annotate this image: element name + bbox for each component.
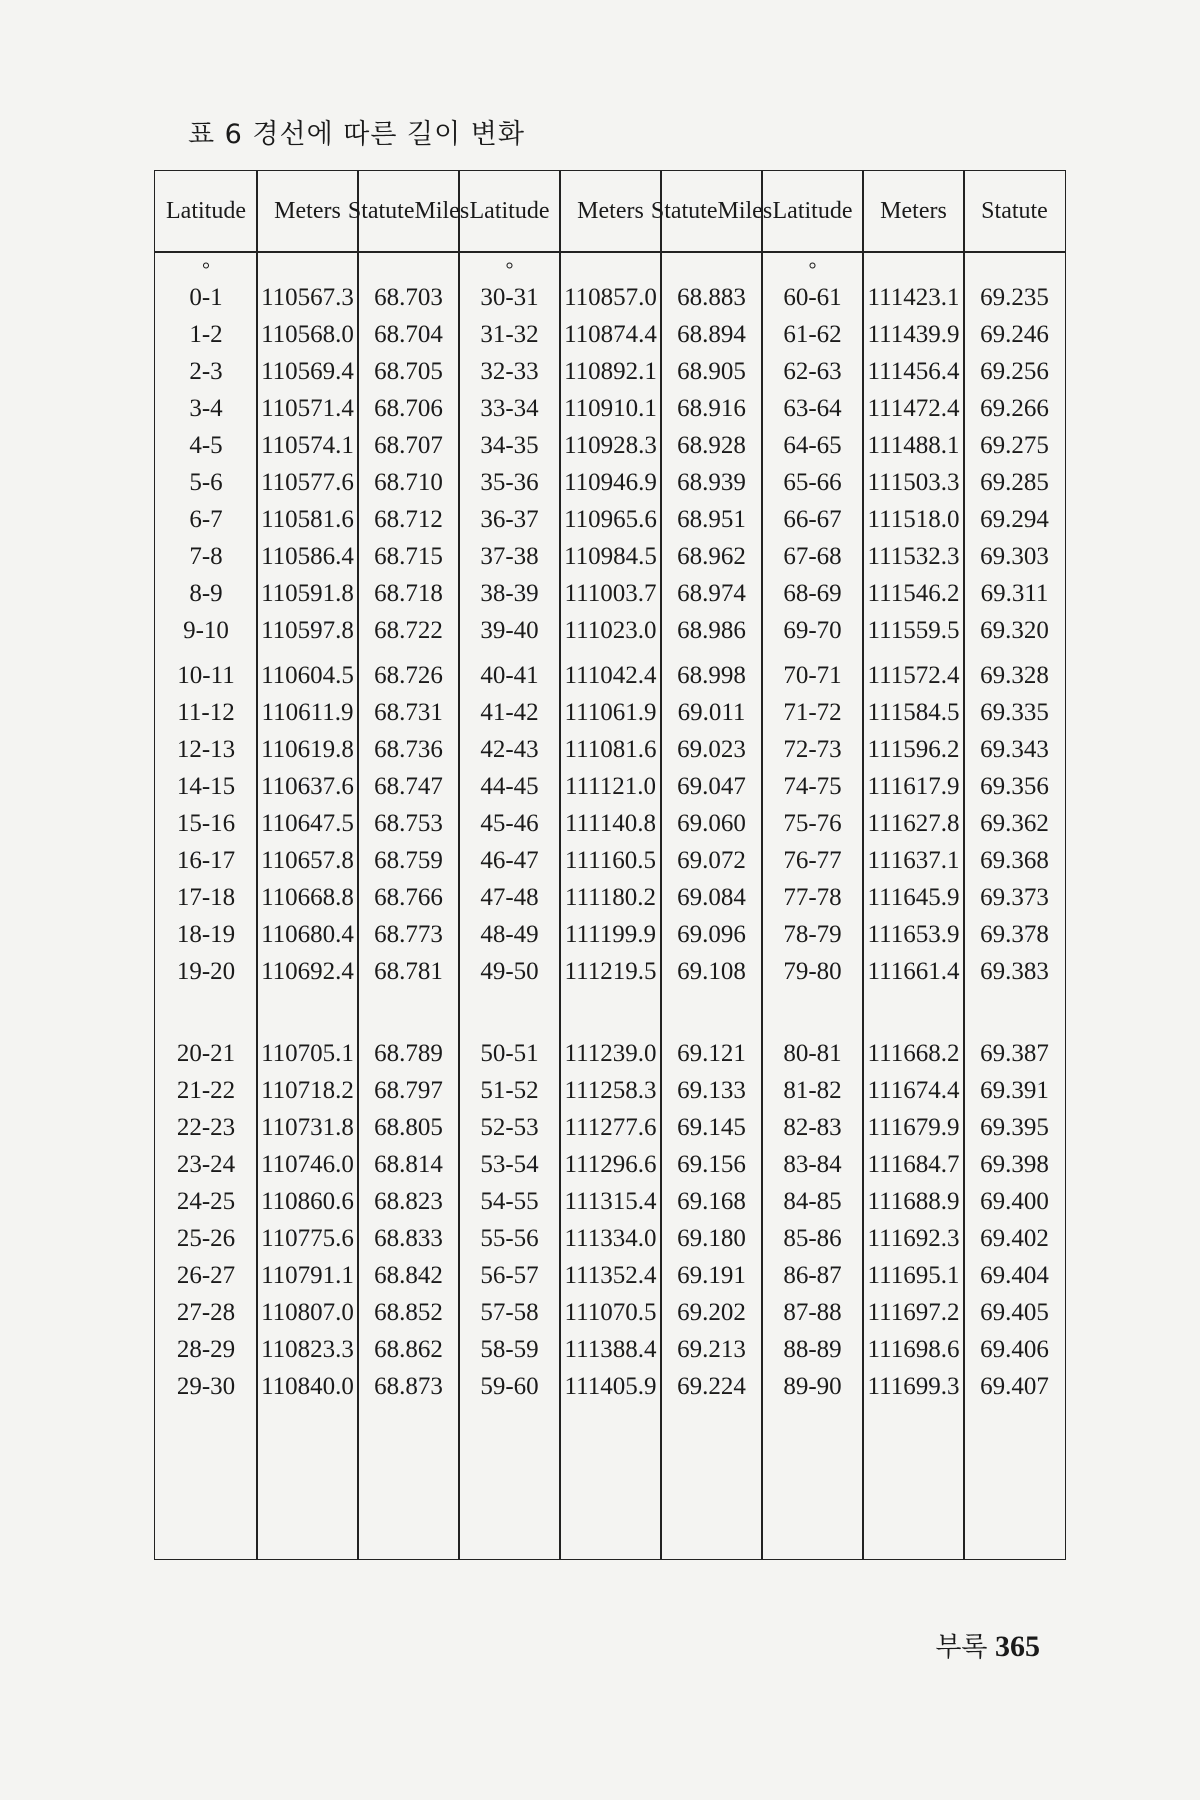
cell-statute-miles: 69.096 [677,921,746,948]
cell-latitude: 64-65 [783,432,842,459]
cell-statute-miles: 68.703 [374,284,443,311]
cell-meters: 111277.6 [564,1114,657,1141]
cell-statute: 69.335 [980,699,1049,726]
cell-latitude: 18-19 [176,921,236,948]
cell-latitude: 32-33 [480,358,539,385]
cell-latitude: 45-46 [480,810,539,837]
cell-meters: 110840.0 [261,1373,354,1400]
cell-meters: 110647.5 [261,810,354,837]
cell-statute-miles: 69.156 [677,1151,746,1178]
cell-latitude: 29-30 [176,1373,236,1400]
cell-statute-miles: 68.704 [374,321,443,348]
cell-meters: 110807.0 [261,1299,354,1326]
cell-latitude: 75-76 [783,810,842,837]
cell-meters: 111679.9 [867,1114,960,1141]
cell-latitude: 26-27 [176,1262,236,1289]
cell-meters: 111596.2 [867,736,960,763]
cell-meters: 110591.8 [261,580,354,607]
cell-statute-miles: 69.011 [677,699,746,726]
cell-meters: 110668.8 [261,884,354,911]
cell-statute: 69.343 [980,736,1049,763]
cell-latitude: 9-10 [183,617,229,644]
cell-latitude: 17-18 [176,884,236,911]
header-meters: Meters [577,197,644,224]
cell-statute-miles: 68.781 [374,958,443,985]
cell-latitude: 87-88 [783,1299,842,1326]
cell-latitude: 74-75 [783,773,842,800]
cell-latitude: 6-7 [189,506,223,533]
cell-latitude: 89-90 [783,1373,842,1400]
cell-meters: 111405.9 [564,1373,657,1400]
cell-meters: 110731.8 [261,1114,354,1141]
cell-meters: 110910.1 [564,395,657,422]
cell-statute-miles: 68.712 [374,506,443,533]
cell-statute: 69.256 [980,358,1049,385]
cell-latitude: 1-2 [189,321,223,348]
cell-meters: 110604.5 [261,662,354,689]
cell-statute-miles: 69.133 [677,1077,746,1104]
cell-statute: 69.404 [980,1262,1049,1289]
cell-latitude: 33-34 [480,395,539,422]
cell-meters: 111140.8 [565,810,656,837]
cell-meters: 111388.4 [564,1336,657,1363]
cell-meters: 111472.4 [867,395,960,422]
cell-latitude: 56-57 [480,1262,539,1289]
cell-statute: 69.294 [980,506,1049,533]
cell-statute: 69.407 [980,1373,1049,1400]
cell-statute-miles: 68.951 [677,506,746,533]
cell-latitude: 82-83 [783,1114,842,1141]
cell-latitude: 76-77 [783,847,842,874]
cell-meters: 110581.6 [261,506,354,533]
header-meters: Meters [880,197,947,224]
cell-meters: 111488.1 [867,432,960,459]
header-divider [155,251,1065,253]
table-title: 표 6 경선에 따른 길이 변화 [188,119,525,150]
cell-latitude: 36-37 [480,506,539,533]
cell-meters: 110823.3 [261,1336,354,1363]
cell-statute-miles: 69.168 [677,1188,746,1215]
cell-latitude: 30-31 [480,284,539,311]
cell-latitude: 55-56 [480,1225,539,1252]
cell-meters: 111674.4 [867,1077,960,1104]
cell-meters: 111661.4 [867,958,960,985]
cell-meters: 110574.1 [261,432,354,459]
cell-latitude: 80-81 [783,1040,842,1067]
cell-latitude: 16-17 [176,847,236,874]
degree-unit-label: ° [505,259,514,281]
degree-unit-label: ° [202,259,210,281]
cell-latitude: 47-48 [480,884,539,911]
cell-statute-miles: 68.916 [677,395,746,422]
cell-statute: 69.328 [980,662,1049,689]
cell-meters: 111684.7 [867,1151,960,1178]
latitude-length-table [154,170,1066,1560]
cell-statute-miles: 69.213 [677,1336,746,1363]
degree-unit-label: ° [808,259,817,281]
cell-statute: 69.356 [980,773,1049,800]
cell-statute-miles: 69.047 [677,773,746,800]
header-latitude: Latitude [166,197,246,224]
header-latitude: Latitude [772,197,853,224]
cell-meters: 110586.4 [261,543,354,570]
cell-latitude: 57-58 [480,1299,539,1326]
cell-statute-miles: 68.759 [374,847,443,874]
cell-meters: 111180.2 [565,884,656,911]
header-statute-miles: Statute Miles [347,197,470,224]
cell-meters: 110571.4 [261,395,354,422]
cell-latitude: 50-51 [480,1040,539,1067]
cell-meters: 110619.8 [261,736,354,763]
header-statute: Statute [981,197,1048,224]
cell-latitude: 85-86 [783,1225,842,1252]
cell-meters: 110892.1 [564,358,657,385]
cell-latitude: 69-70 [783,617,842,644]
cell-meters: 111627.8 [867,810,960,837]
cell-latitude: 35-36 [480,469,539,496]
cell-latitude: 62-63 [783,358,842,385]
cell-meters: 110718.2 [261,1077,354,1104]
cell-meters: 111423.1 [867,284,960,311]
cell-latitude: 22-23 [176,1114,236,1141]
cell-meters: 111239.0 [564,1040,657,1067]
cell-meters: 111617.9 [867,773,960,800]
cell-latitude: 52-53 [480,1114,539,1141]
cell-statute: 69.406 [980,1336,1049,1363]
cell-statute-miles: 68.883 [677,284,746,311]
cell-latitude: 14-15 [176,773,236,800]
cell-statute-miles: 69.180 [677,1225,746,1252]
cell-meters: 110611.9 [261,699,354,726]
cell-latitude: 63-64 [783,395,842,422]
cell-statute-miles: 68.852 [374,1299,443,1326]
cell-meters: 110637.6 [261,773,354,800]
cell-meters: 110860.6 [261,1188,354,1215]
cell-statute-miles: 68.766 [374,884,443,911]
cell-statute-miles: 68.894 [677,321,746,348]
cell-statute-miles: 68.862 [374,1336,443,1363]
cell-meters: 110746.0 [261,1151,354,1178]
cell-meters: 111081.6 [564,736,657,763]
cell-statute: 69.246 [980,321,1049,348]
cell-latitude: 81-82 [783,1077,842,1104]
cell-statute: 69.395 [980,1114,1049,1141]
cell-latitude: 59-60 [480,1373,539,1400]
cell-meters: 111668.2 [867,1040,960,1067]
cell-latitude: 40-41 [480,662,539,689]
cell-meters: 111042.4 [564,662,657,689]
cell-latitude: 10-11 [177,662,235,689]
cell-statute-miles: 68.706 [374,395,443,422]
cell-latitude: 67-68 [783,543,842,570]
cell-statute-miles: 68.805 [374,1114,443,1141]
cell-latitude: 72-73 [783,736,842,763]
cell-latitude: 23-24 [176,1151,236,1178]
cell-meters: 111003.7 [564,580,657,607]
cell-statute-miles: 68.736 [374,736,443,763]
cell-latitude: 71-72 [783,699,842,726]
cell-latitude: 19-20 [176,958,236,985]
cell-meters: 111070.5 [564,1299,657,1326]
page-footer [935,1625,1040,1664]
cell-meters: 111518.0 [867,506,960,533]
cell-statute-miles: 69.145 [677,1114,746,1141]
footer-section-label: 부록 [935,1632,988,1663]
cell-meters: 110874.4 [564,321,657,348]
cell-meters: 110567.3 [261,284,354,311]
cell-meters: 110928.3 [564,432,657,459]
cell-latitude: 25-26 [176,1225,236,1252]
cell-statute: 69.368 [980,847,1049,874]
cell-statute: 69.373 [980,884,1049,911]
header-latitude: Latitude [469,197,550,224]
cell-meters: 111023.0 [564,617,657,644]
cell-statute-miles: 68.789 [374,1040,443,1067]
cell-latitude: 42-43 [480,736,539,763]
cell-latitude: 88-89 [783,1336,842,1363]
cell-meters: 111637.1 [867,847,960,874]
cell-latitude: 34-35 [480,432,539,459]
cell-statute-miles: 69.084 [677,884,746,911]
cell-meters: 110597.8 [261,617,354,644]
cell-statute: 69.405 [980,1299,1049,1326]
cell-meters: 111699.3 [867,1373,960,1400]
cell-meters: 110984.5 [564,543,657,570]
cell-statute: 69.311 [980,580,1049,607]
cell-meters: 110568.0 [261,321,354,348]
cell-meters: 111439.9 [867,321,960,348]
cell-latitude: 31-32 [480,321,539,348]
cell-meters: 111219.5 [564,958,657,985]
cell-statute: 69.320 [980,617,1049,644]
cell-latitude: 46-47 [480,847,539,874]
cell-latitude: 28-29 [176,1336,236,1363]
cell-meters: 111692.3 [867,1225,960,1252]
cell-statute-miles: 68.833 [374,1225,443,1252]
cell-meters: 110569.4 [261,358,354,385]
cell-statute-miles: 68.814 [374,1151,443,1178]
cell-statute-miles: 69.121 [677,1040,746,1067]
cell-latitude: 39-40 [480,617,539,644]
cell-latitude: 21-22 [176,1077,236,1104]
cell-statute-miles: 68.710 [374,469,443,496]
cell-meters: 111698.6 [867,1336,960,1363]
cell-statute: 69.362 [980,810,1049,837]
cell-meters: 111559.5 [867,617,960,644]
cell-meters: 110946.9 [564,469,657,496]
cell-statute: 69.285 [980,469,1049,496]
cell-latitude: 7-8 [189,543,223,570]
cell-meters: 111653.9 [867,921,960,948]
cell-meters: 111160.5 [565,847,656,874]
cell-meters: 111456.4 [867,358,960,385]
cell-statute-miles: 69.191 [677,1262,746,1289]
cell-statute-miles: 69.202 [677,1299,746,1326]
cell-meters: 111697.2 [867,1299,960,1326]
cell-latitude: 61-62 [783,321,842,348]
cell-statute-miles: 68.753 [374,810,443,837]
header-meters: Meters [274,197,341,224]
page-number: 365 [995,1630,1040,1663]
cell-statute-miles: 68.928 [677,432,746,459]
cell-latitude: 83-84 [783,1151,842,1178]
cell-meters: 111334.0 [564,1225,657,1252]
cell-meters: 111121.0 [565,773,656,800]
cell-statute: 69.378 [980,921,1049,948]
cell-statute-miles: 68.986 [677,617,746,644]
cell-meters: 111352.4 [564,1262,657,1289]
cell-statute-miles: 68.722 [374,617,443,644]
cell-latitude: 78-79 [783,921,842,948]
cell-statute: 69.400 [980,1188,1049,1215]
cell-latitude: 2-3 [189,358,223,385]
cell-statute: 69.303 [980,543,1049,570]
cell-statute-miles: 69.072 [677,847,746,874]
cell-meters: 111572.4 [867,662,960,689]
cell-statute-miles: 69.023 [677,736,746,763]
cell-statute-miles: 68.823 [374,1188,443,1215]
cell-statute-miles: 68.705 [374,358,443,385]
cell-statute-miles: 68.715 [374,543,443,570]
cell-latitude: 12-13 [176,736,236,763]
cell-statute-miles: 68.718 [374,580,443,607]
cell-statute-miles: 68.842 [374,1262,443,1289]
cell-statute-miles: 69.108 [677,958,746,985]
cell-meters: 110692.4 [261,958,354,985]
cell-latitude: 49-50 [480,958,539,985]
cell-latitude: 60-61 [783,284,842,311]
cell-latitude: 3-4 [189,395,223,422]
cell-statute-miles: 68.797 [374,1077,443,1104]
cell-statute-miles: 68.873 [374,1373,443,1400]
cell-meters: 111688.9 [867,1188,960,1215]
cell-latitude: 86-87 [783,1262,842,1289]
cell-latitude: 65-66 [783,469,842,496]
cell-latitude: 4-5 [189,432,223,459]
cell-meters: 111584.5 [867,699,960,726]
cell-statute: 69.235 [980,284,1049,311]
cell-statute-miles: 68.939 [677,469,746,496]
cell-meters: 111645.9 [867,884,960,911]
cell-statute-miles: 68.962 [677,543,746,570]
cell-meters: 111532.3 [867,543,960,570]
cell-meters: 110857.0 [564,284,657,311]
cell-meters: 110791.1 [261,1262,354,1289]
cell-latitude: 44-45 [480,773,539,800]
cell-latitude: 79-80 [783,958,842,985]
cell-statute: 69.266 [980,395,1049,422]
cell-meters: 110775.6 [261,1225,354,1252]
cell-statute-miles: 68.731 [374,699,443,726]
cell-statute-miles: 68.707 [374,432,443,459]
cell-latitude: 77-78 [783,884,842,911]
cell-statute-miles: 69.224 [677,1373,746,1400]
cell-meters: 111061.9 [564,699,657,726]
cell-latitude: 38-39 [480,580,539,607]
cell-meters: 111503.3 [867,469,960,496]
cell-latitude: 11-12 [177,699,235,726]
cell-meters: 110680.4 [261,921,354,948]
cell-meters: 111695.1 [867,1262,960,1289]
cell-statute: 69.275 [980,432,1049,459]
header-statute-miles: Statute Miles [650,197,773,224]
cell-meters: 111296.6 [564,1151,657,1178]
cell-meters: 110657.8 [261,847,354,874]
cell-latitude: 20-21 [176,1040,236,1067]
cell-latitude: 58-59 [480,1336,539,1363]
cell-latitude: 51-52 [480,1077,539,1104]
cell-latitude: 24-25 [176,1188,236,1215]
cell-latitude: 27-28 [176,1299,236,1326]
cell-latitude: 0-1 [189,284,223,311]
cell-statute: 69.387 [980,1040,1049,1067]
cell-latitude: 53-54 [480,1151,539,1178]
cell-statute: 69.383 [980,958,1049,985]
cell-meters: 111258.3 [564,1077,657,1104]
cell-meters: 110577.6 [261,469,354,496]
cell-statute-miles: 68.974 [677,580,746,607]
cell-statute-miles: 68.905 [677,358,746,385]
cell-meters: 110705.1 [261,1040,354,1067]
cell-latitude: 37-38 [480,543,539,570]
cell-statute-miles: 68.773 [374,921,443,948]
cell-latitude: 66-67 [783,506,842,533]
cell-statute: 69.402 [980,1225,1049,1252]
cell-latitude: 84-85 [783,1188,842,1215]
cell-statute: 69.391 [980,1077,1049,1104]
cell-statute-miles: 68.747 [374,773,443,800]
cell-statute-miles: 69.060 [677,810,746,837]
cell-latitude: 8-9 [189,580,223,607]
cell-meters: 110965.6 [564,506,657,533]
cell-latitude: 70-71 [783,662,842,689]
cell-meters: 111199.9 [565,921,656,948]
cell-statute: 69.398 [980,1151,1049,1178]
cell-statute-miles: 68.726 [374,662,443,689]
cell-latitude: 68-69 [783,580,842,607]
cell-latitude: 54-55 [480,1188,539,1215]
cell-latitude: 48-49 [480,921,539,948]
cell-meters: 111546.2 [867,580,960,607]
cell-statute-miles: 68.998 [677,662,746,689]
cell-latitude: 15-16 [176,810,236,837]
cell-latitude: 5-6 [189,469,223,496]
cell-meters: 111315.4 [564,1188,657,1215]
cell-latitude: 41-42 [480,699,539,726]
